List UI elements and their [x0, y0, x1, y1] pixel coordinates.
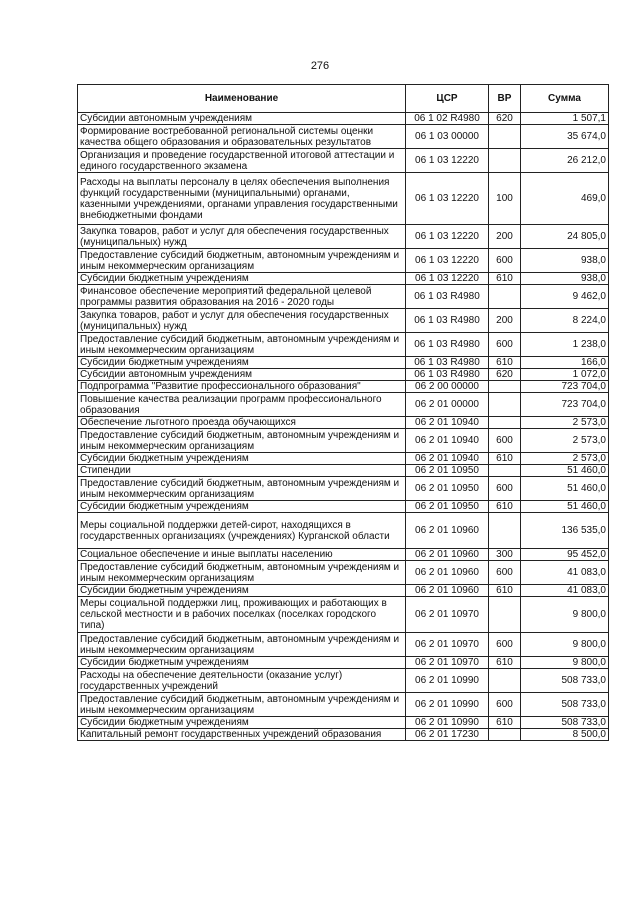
cell-vr: 610 [489, 357, 521, 369]
cell-sum: 95 452,0 [521, 549, 609, 561]
cell-sum: 51 460,0 [521, 477, 609, 501]
cell-csr: 06 2 01 10940 [406, 453, 489, 465]
page-number: 276 [310, 60, 330, 72]
cell-sum: 508 733,0 [521, 693, 609, 717]
table-row [78, 669, 609, 693]
table-row [78, 225, 609, 249]
cell-name: Субсидии бюджетным учреждениям [78, 585, 406, 597]
cell-csr: 06 2 01 10990 [406, 717, 489, 729]
cell-csr: 06 2 01 10960 [406, 585, 489, 597]
cell-sum: 9 800,0 [521, 597, 609, 633]
cell-name: Предоставление субсидий бюджетным, автономным учреждениям и иным некоммерческим организациям [78, 561, 406, 585]
table-row [78, 429, 609, 453]
cell-csr: 06 2 01 10940 [406, 417, 489, 429]
cell-name: Субсидии бюджетным учреждениям [78, 657, 406, 669]
cell-vr: 610 [489, 501, 521, 513]
cell-vr [489, 285, 521, 309]
cell-vr [489, 417, 521, 429]
cell-csr: 06 2 00 00000 [406, 381, 489, 393]
cell-csr: 06 2 01 00000 [406, 393, 489, 417]
cell-name: Капитальный ремонт государственных учреждений образования [78, 729, 406, 741]
header-csr: ЦСР [406, 85, 489, 113]
cell-vr [489, 465, 521, 477]
cell-vr: 610 [489, 273, 521, 285]
cell-sum: 723 704,0 [521, 393, 609, 417]
cell-csr: 06 1 03 12220 [406, 249, 489, 273]
cell-vr: 200 [489, 225, 521, 249]
cell-sum: 136 535,0 [521, 513, 609, 549]
cell-name: Подпрограмма "Развитие профессионального образования" [78, 381, 406, 393]
table-row [78, 249, 609, 273]
cell-name: Меры социальной поддержки лиц, проживающих и работающих в сельской местности и в рабочих поселках (поселках городского типа) [78, 597, 406, 633]
header-vr: ВР [489, 85, 521, 113]
cell-name: Субсидии автономным учреждениям [78, 113, 406, 125]
cell-csr: 06 2 01 10960 [406, 513, 489, 549]
table-row [78, 585, 609, 597]
table-row [78, 417, 609, 429]
table-row [78, 657, 609, 669]
table-row [78, 333, 609, 357]
cell-sum: 41 083,0 [521, 561, 609, 585]
cell-vr [489, 149, 521, 173]
table-row [78, 513, 609, 549]
cell-sum: 9 800,0 [521, 657, 609, 669]
cell-csr: 06 2 01 10970 [406, 657, 489, 669]
cell-csr: 06 2 01 10960 [406, 549, 489, 561]
cell-sum: 9 462,0 [521, 285, 609, 309]
cell-csr: 06 1 03 R4980 [406, 285, 489, 309]
cell-csr: 06 1 03 R4980 [406, 369, 489, 381]
cell-sum: 938,0 [521, 273, 609, 285]
cell-csr: 06 2 01 10940 [406, 429, 489, 453]
cell-csr: 06 1 03 12220 [406, 173, 489, 225]
cell-csr: 06 1 03 12220 [406, 225, 489, 249]
cell-csr: 06 1 02 R4980 [406, 113, 489, 125]
cell-vr: 300 [489, 549, 521, 561]
cell-sum: 2 573,0 [521, 429, 609, 453]
table-row [78, 273, 609, 285]
cell-name: Предоставление субсидий бюджетным, автономным учреждениям и иным некоммерческим организациям [78, 633, 406, 657]
cell-csr: 06 2 01 17230 [406, 729, 489, 741]
cell-sum: 2 573,0 [521, 453, 609, 465]
cell-name: Субсидии автономным учреждениям [78, 369, 406, 381]
cell-csr: 06 2 01 10950 [406, 477, 489, 501]
cell-vr: 600 [489, 429, 521, 453]
cell-vr: 100 [489, 173, 521, 225]
table-row [78, 561, 609, 585]
cell-vr [489, 669, 521, 693]
cell-vr [489, 393, 521, 417]
cell-csr: 06 1 03 R4980 [406, 357, 489, 369]
cell-name: Формирование востребованной региональной системы оценки качества общего образования и образовательных результатов [78, 125, 406, 149]
cell-csr: 06 1 03 R4980 [406, 333, 489, 357]
table-row [78, 549, 609, 561]
cell-sum: 508 733,0 [521, 669, 609, 693]
cell-name: Обеспечение льготного проезда обучающихся [78, 417, 406, 429]
cell-vr: 600 [489, 477, 521, 501]
cell-sum: 35 674,0 [521, 125, 609, 149]
cell-csr: 06 2 01 10990 [406, 693, 489, 717]
table-row [78, 357, 609, 369]
cell-sum: 51 460,0 [521, 501, 609, 513]
cell-name: Организация и проведение государственной итоговой аттестации и единого государственного экзамена [78, 149, 406, 173]
cell-vr [489, 381, 521, 393]
cell-vr: 600 [489, 249, 521, 273]
cell-vr: 610 [489, 585, 521, 597]
cell-sum: 166,0 [521, 357, 609, 369]
cell-sum: 8 500,0 [521, 729, 609, 741]
cell-name: Предоставление субсидий бюджетным, автономным учреждениям и иным некоммерческим организациям [78, 477, 406, 501]
cell-csr: 06 1 03 R4980 [406, 309, 489, 333]
cell-vr: 610 [489, 657, 521, 669]
table-row [78, 501, 609, 513]
header-sum: Сумма [521, 85, 609, 113]
cell-name: Субсидии бюджетным учреждениям [78, 357, 406, 369]
cell-csr: 06 2 01 10950 [406, 465, 489, 477]
table-row [78, 381, 609, 393]
cell-sum: 938,0 [521, 249, 609, 273]
cell-csr: 06 1 03 00000 [406, 125, 489, 149]
cell-vr: 600 [489, 633, 521, 657]
cell-name: Предоставление субсидий бюджетным, автономным учреждениям и иным некоммерческим организациям [78, 333, 406, 357]
cell-name: Предоставление субсидий бюджетным, автономным учреждениям и иным некоммерческим организациям [78, 249, 406, 273]
cell-vr: 600 [489, 333, 521, 357]
cell-name: Закупка товаров, работ и услуг для обеспечения государственных (муниципальных) нужд [78, 225, 406, 249]
cell-sum: 26 212,0 [521, 149, 609, 173]
table-row [78, 369, 609, 381]
cell-sum: 469,0 [521, 173, 609, 225]
cell-vr: 600 [489, 693, 521, 717]
table-row [78, 285, 609, 309]
cell-csr: 06 2 01 10970 [406, 633, 489, 657]
budget-table [77, 84, 609, 741]
cell-name: Социальное обеспечение и иные выплаты населению [78, 549, 406, 561]
cell-csr: 06 2 01 10950 [406, 501, 489, 513]
table-header-row [78, 85, 609, 113]
cell-sum: 8 224,0 [521, 309, 609, 333]
table-row [78, 477, 609, 501]
cell-name: Стипендии [78, 465, 406, 477]
header-name: Наименование [78, 85, 406, 113]
cell-vr: 610 [489, 453, 521, 465]
cell-sum: 1 238,0 [521, 333, 609, 357]
table-row [78, 125, 609, 149]
cell-sum: 24 805,0 [521, 225, 609, 249]
cell-vr: 600 [489, 561, 521, 585]
cell-name: Расходы на обеспечение деятельности (оказание услуг) государственных учреждений [78, 669, 406, 693]
table-row [78, 149, 609, 173]
table-row [78, 717, 609, 729]
cell-sum: 1 072,0 [521, 369, 609, 381]
cell-name: Субсидии бюджетным учреждениям [78, 453, 406, 465]
table-row [78, 729, 609, 741]
cell-sum: 723 704,0 [521, 381, 609, 393]
cell-sum: 51 460,0 [521, 465, 609, 477]
table-row [78, 173, 609, 225]
cell-name: Расходы на выплаты персоналу в целях обеспечения выполнения функций государственными (муниципальными) органами, казенными учреждениями, органами управления государственными внебюджетными фондами [78, 173, 406, 225]
cell-vr [489, 729, 521, 741]
cell-name: Закупка товаров, работ и услуг для обеспечения государственных (муниципальных) нужд [78, 309, 406, 333]
cell-name: Предоставление субсидий бюджетным, автономным учреждениям и иным некоммерческим организациям [78, 693, 406, 717]
table-row [78, 309, 609, 333]
cell-name: Субсидии бюджетным учреждениям [78, 501, 406, 513]
cell-vr [489, 125, 521, 149]
cell-csr: 06 2 01 10960 [406, 561, 489, 585]
cell-name: Меры социальной поддержки детей-сирот, находящихся в государственных организациях (учреждениях) Курганской области [78, 513, 406, 549]
table-row [78, 465, 609, 477]
table-row [78, 453, 609, 465]
cell-name: Предоставление субсидий бюджетным, автономным учреждениям и иным некоммерческим организациям [78, 429, 406, 453]
cell-sum: 508 733,0 [521, 717, 609, 729]
cell-name: Финансовое обеспечение мероприятий федеральной целевой программы развития образования на 2016 - 2020 годы [78, 285, 406, 309]
cell-vr: 620 [489, 113, 521, 125]
cell-name: Повышение качества реализации программ профессионального образования [78, 393, 406, 417]
cell-csr: 06 1 03 12220 [406, 273, 489, 285]
table-row [78, 633, 609, 657]
cell-vr [489, 513, 521, 549]
cell-sum: 1 507,1 [521, 113, 609, 125]
cell-csr: 06 2 01 10990 [406, 669, 489, 693]
cell-name: Субсидии бюджетным учреждениям [78, 717, 406, 729]
cell-vr: 200 [489, 309, 521, 333]
cell-vr: 620 [489, 369, 521, 381]
table-row [78, 113, 609, 125]
table-row [78, 597, 609, 633]
cell-name: Субсидии бюджетным учреждениям [78, 273, 406, 285]
cell-sum: 2 573,0 [521, 417, 609, 429]
cell-vr [489, 597, 521, 633]
cell-vr: 610 [489, 717, 521, 729]
table-row [78, 393, 609, 417]
cell-sum: 41 083,0 [521, 585, 609, 597]
cell-sum: 9 800,0 [521, 633, 609, 657]
cell-csr: 06 1 03 12220 [406, 149, 489, 173]
table-row [78, 693, 609, 717]
cell-csr: 06 2 01 10970 [406, 597, 489, 633]
